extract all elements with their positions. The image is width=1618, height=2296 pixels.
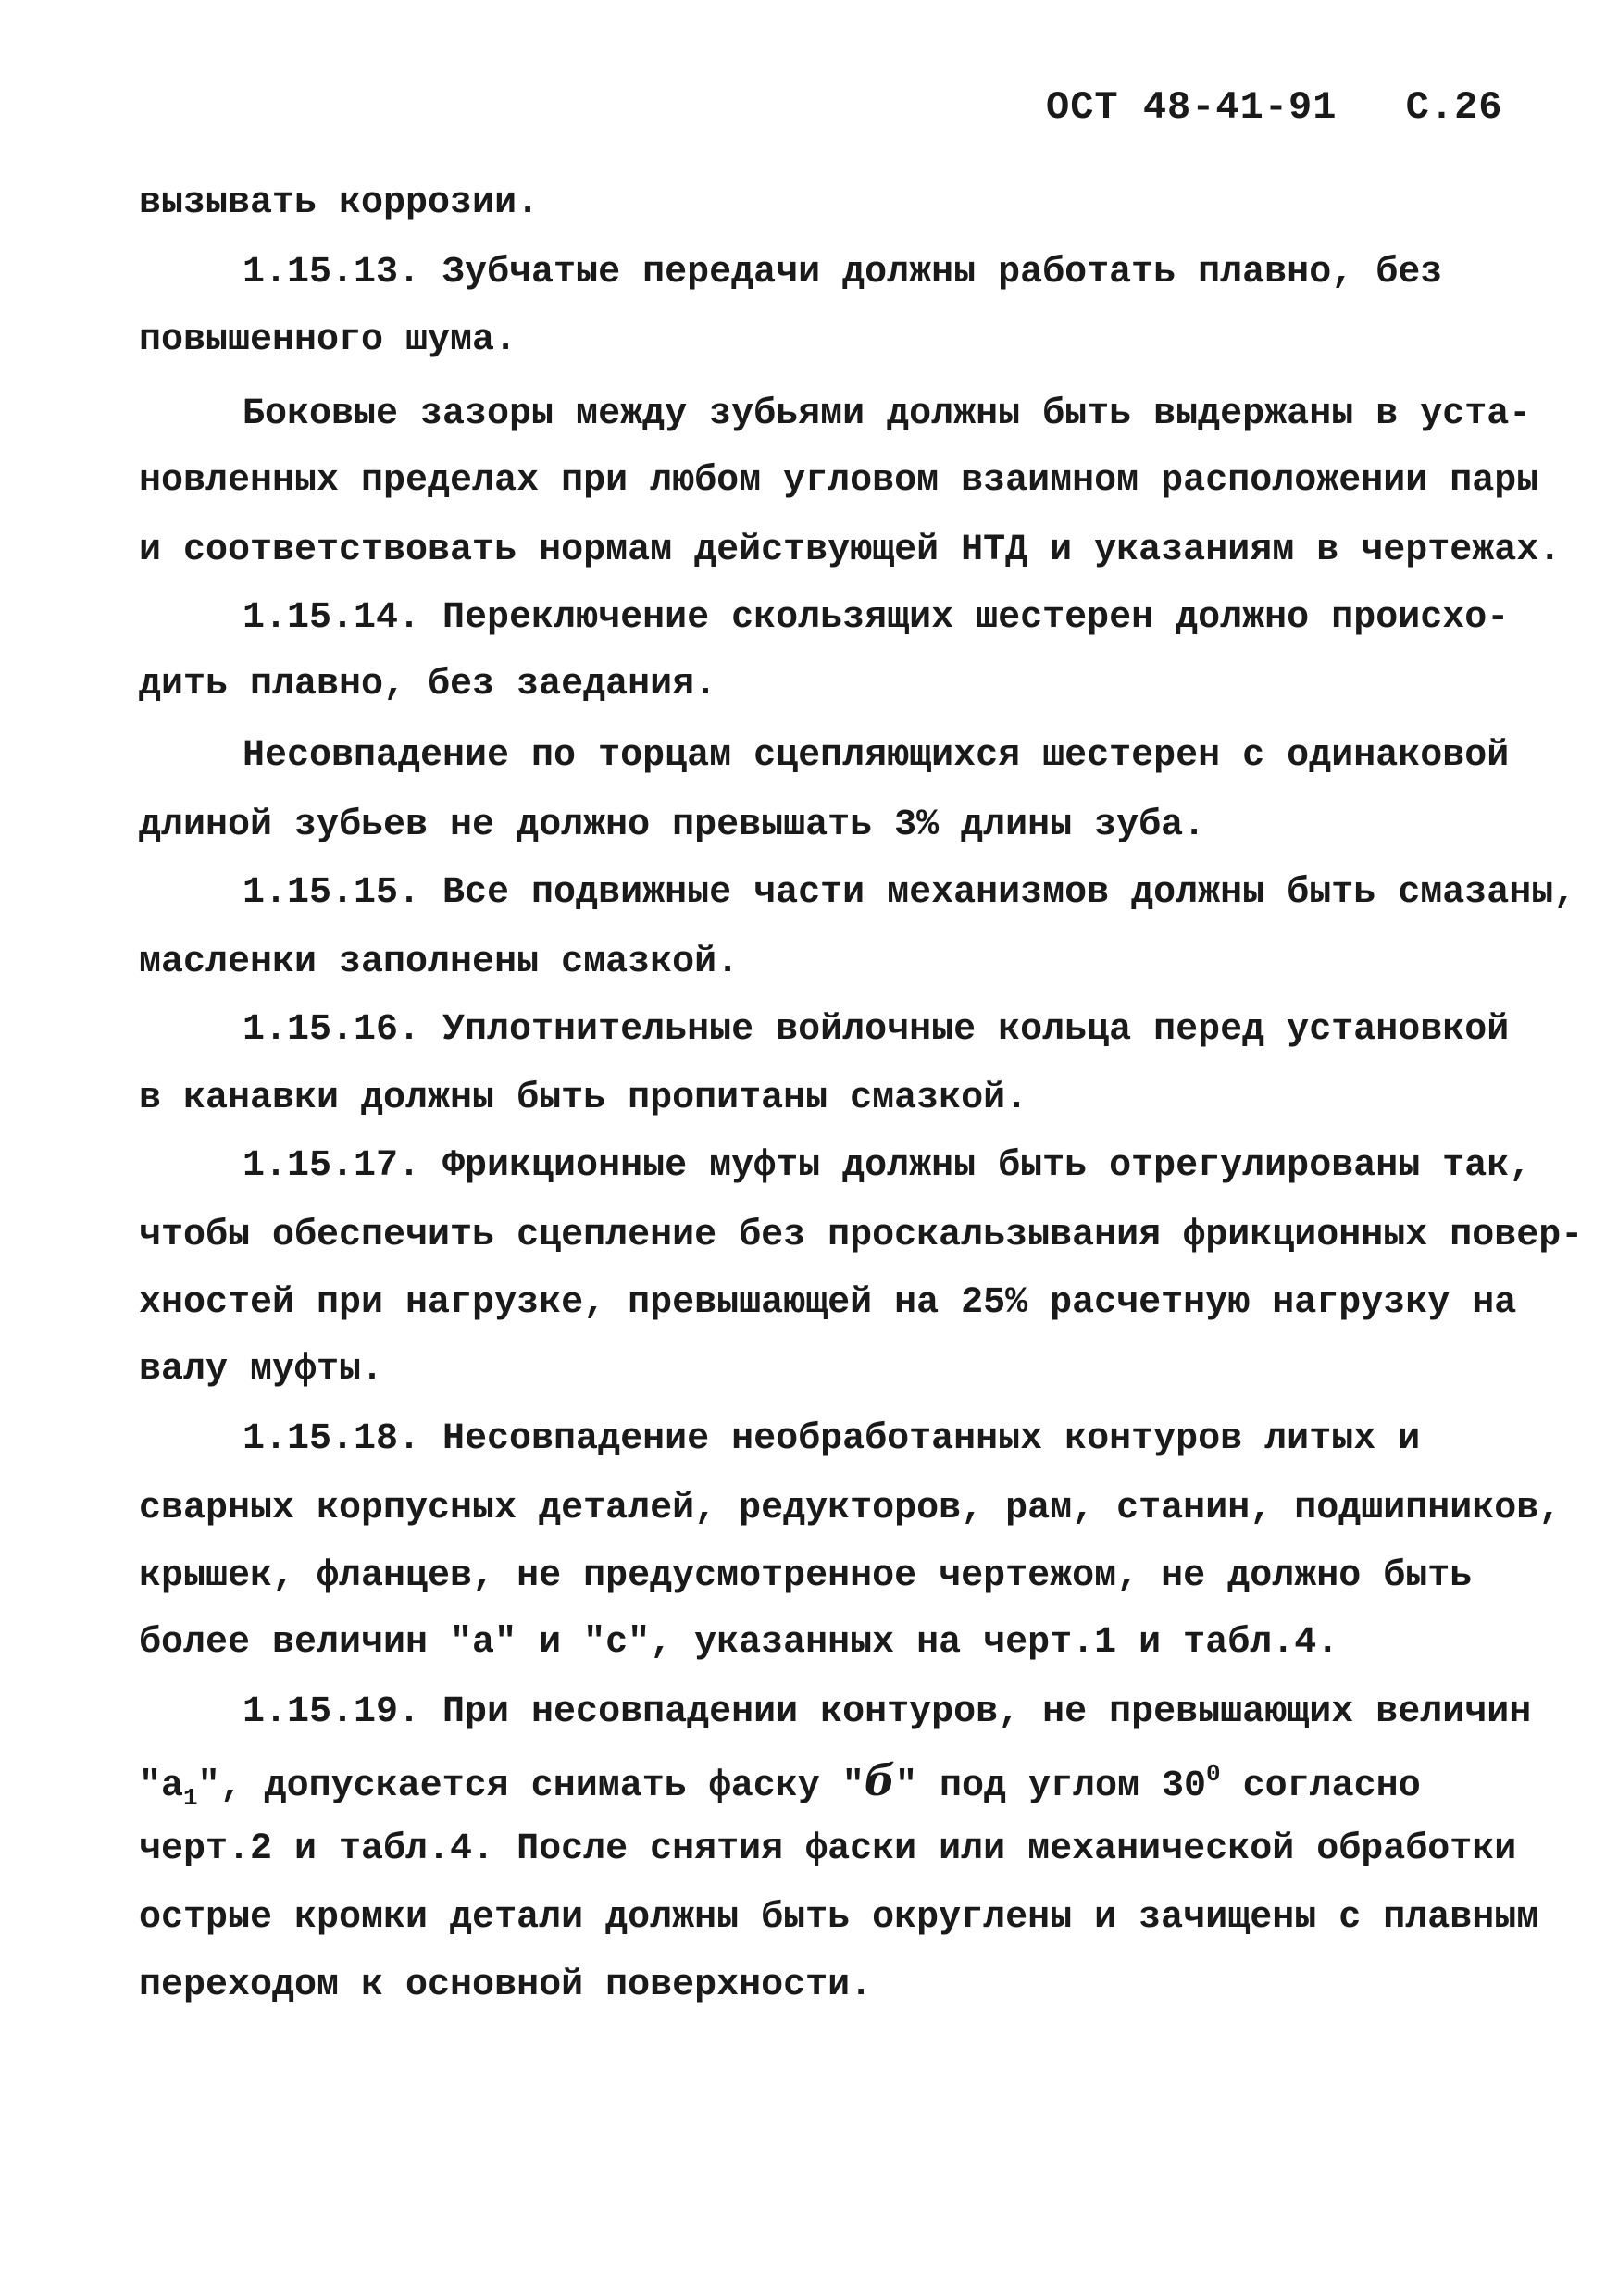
text-line: новленных пределах при любом угловом взаимном расположении пары bbox=[139, 460, 1539, 502]
text-line: 1.15.17. Фрикционные муфты должны быть отрегулированы так, bbox=[243, 1145, 1532, 1187]
text-line: 1.15.15. Все подвижные части механизмов должны быть смазаны, bbox=[243, 872, 1576, 914]
text-line: острые кромки детали должны быть округлены и зачищены с плавным bbox=[139, 1897, 1539, 1939]
text-line: 1.15.14. Переключение скользящих шестерен должно происхо- bbox=[243, 597, 1510, 639]
page-number: С.26 bbox=[1405, 85, 1503, 130]
text-line: вызывать коррозии. bbox=[139, 182, 540, 224]
formula-text: ", допускается снимать фаску " bbox=[197, 1766, 865, 1807]
text-line: Боковые зазоры между зубьями должны быть выдержаны в уста- bbox=[243, 393, 1532, 435]
text-line: 1.15.19. При несовпадении контуров, не превышающих величин bbox=[243, 1691, 1532, 1733]
text-line: крышек, фланцев, не предусмотренное чертежом, не должно быть bbox=[139, 1555, 1473, 1597]
formula-subscript: 1 bbox=[183, 1784, 198, 1812]
text-line: и соответствовать нормам действующей НТД и указаниям в чертежах. bbox=[139, 530, 1562, 571]
degree-superscript: 0 bbox=[1206, 1760, 1221, 1788]
text-line: хностей при нагрузке, превышающей на 25% расчетную нагрузку на bbox=[139, 1282, 1517, 1324]
formula-text-2: " под углом 30 bbox=[894, 1766, 1207, 1807]
text-line: масленки заполнены смазкой. bbox=[139, 942, 740, 983]
text-line: 1.15.16. Уплотнительные войлочные кольца перед установкой bbox=[243, 1009, 1510, 1051]
text-line: 1.15.18. Несовпадение необработанных контуров литых и bbox=[243, 1418, 1421, 1460]
text-line: более величин "а" и "с", указанных на черт.1 и табл.4. bbox=[139, 1622, 1339, 1664]
text-line: 1.15.13. Зубчатые передачи должны работать плавно, без bbox=[243, 252, 1443, 293]
handwritten-letter: б bbox=[864, 1755, 895, 1805]
standard-code: ОСТ 48-41-91 bbox=[1046, 85, 1338, 130]
text-line: черт.2 и табл.4. После снятия фаски или механической обработки bbox=[139, 1828, 1517, 1870]
text-line: повышенного шума. bbox=[139, 319, 517, 361]
text-line: в канавки должны быть пропитаны смазкой. bbox=[139, 1078, 1028, 1119]
text-line: чтобы обеспечить сцепление без проскальзывания фрикционных повер- bbox=[139, 1215, 1584, 1256]
formula-a-open: "а bbox=[139, 1766, 184, 1807]
text-line: сварных корпусных деталей, редукторов, рам, станин, подшипников, bbox=[139, 1488, 1562, 1529]
page-header bbox=[1046, 85, 1503, 130]
text-line: длиной зубьев не должно превышать 3% длины зуба. bbox=[139, 805, 1206, 846]
formula-text-3: согласно bbox=[1220, 1766, 1421, 1807]
text-line: переходом к основной поверхности. bbox=[139, 1965, 873, 2006]
text-line: дить плавно, без заедания. bbox=[139, 664, 717, 705]
text-line: Несовпадение по торцам сцепляющихся шестерен с одинаковой bbox=[243, 735, 1510, 777]
text-line-with-formula bbox=[139, 1755, 1421, 1812]
text-line: валу муфты. bbox=[139, 1349, 384, 1391]
